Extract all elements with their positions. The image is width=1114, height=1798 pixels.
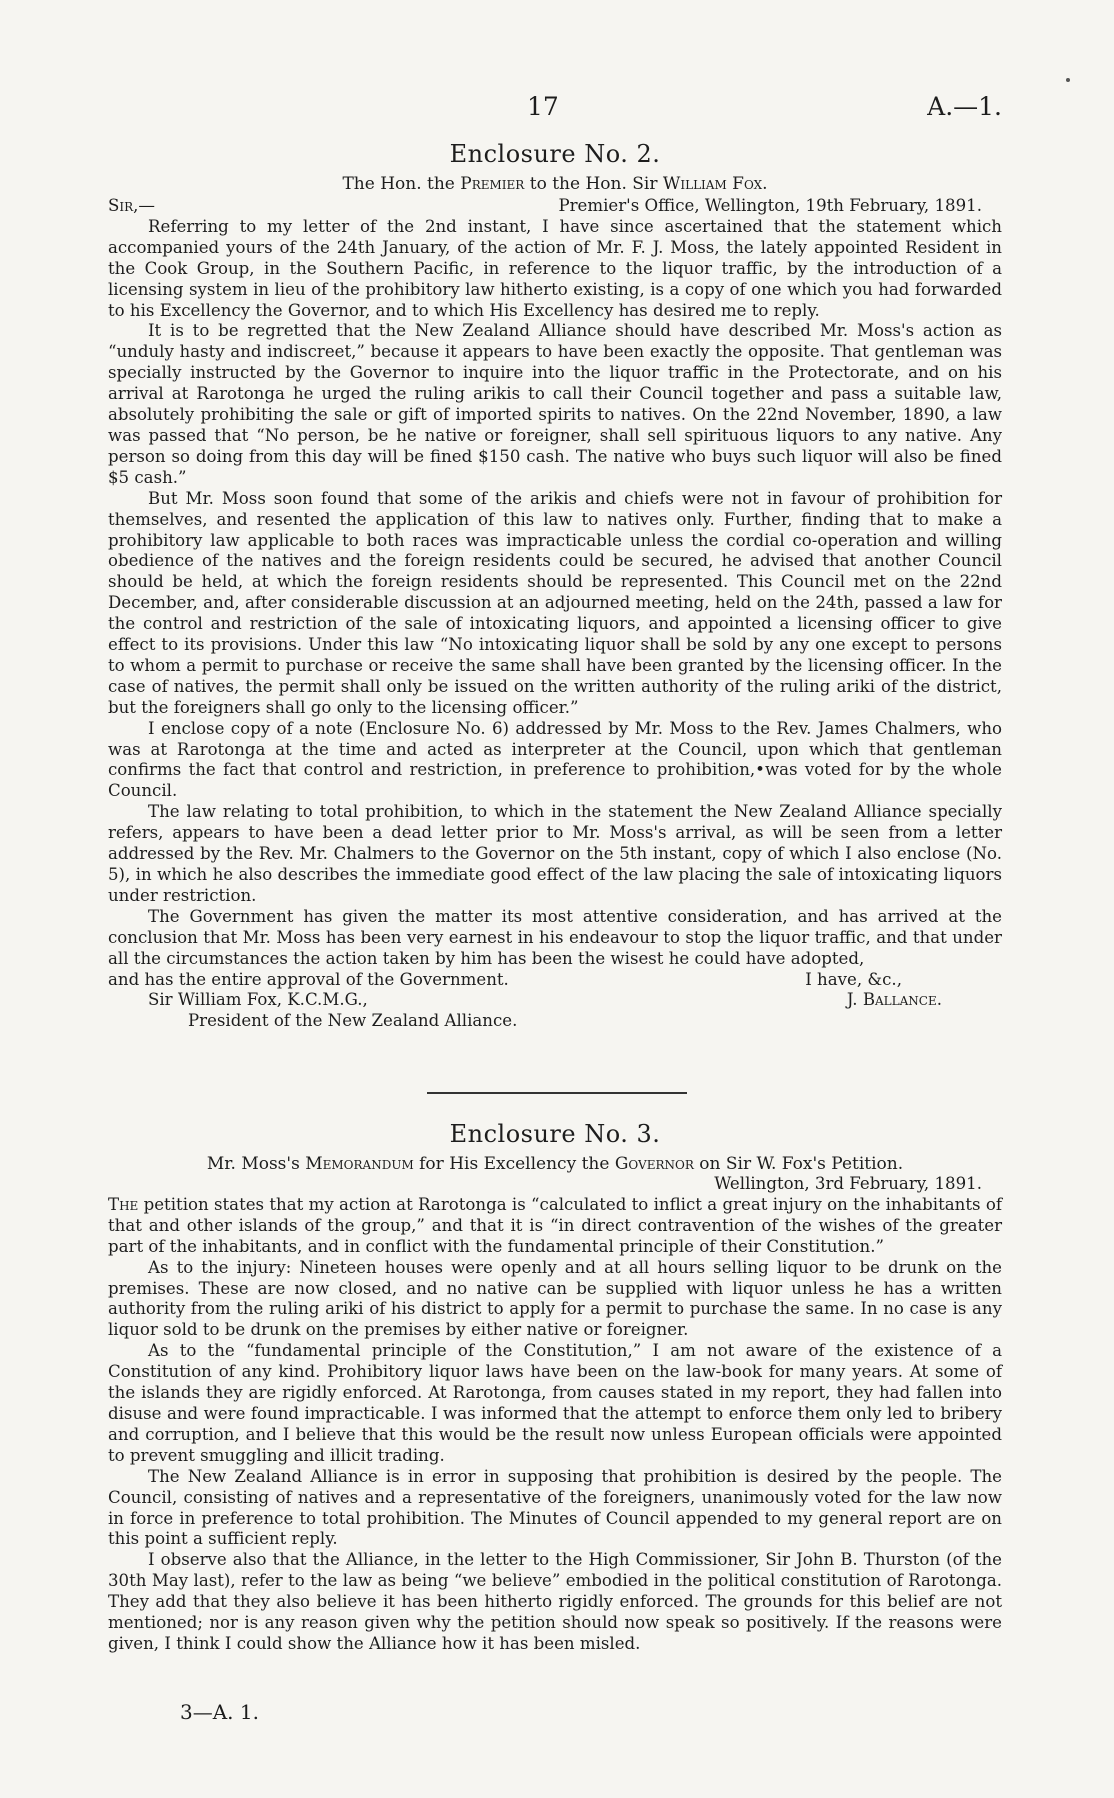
lead-word: The — [108, 1194, 139, 1214]
paragraph — [108, 1195, 1002, 1258]
paragraph: As to the injury: Nineteen houses were openly and at all hours selling liquor to be drunk on the premises. These are now closed, and no native can be supplied with liquor unless he has a written authority from the ruling ariki of his district to apply for a permit to purchase the same. In no case is any liquor sold to be drunk on the premises by either native or foreigner. — [108, 1257, 1002, 1340]
paragraph: I observe also that the Alliance, in the letter to the High Commissioner, Sir John B. Thurston (of the 30th May last), refer to the law as being “we believe” embodied in the political constitution of Rarotonga. They add that they also believe it has been hitherto rigidly enforced. The grounds for this belief are not mentioned; nor is any reason given why the petition should now speak so positively. If the reasons were given, I think I could show the Alliance how it has been misled. — [108, 1550, 1002, 1653]
salutation: Sir,— — [108, 196, 156, 215]
paragraph: As to the “fundamental principle of the Constitution,” I am not aware of the existence of a Constitution of any kind. Prohibitory liquor laws have been on the law-book for many years. At some of the islands they are rigidly enforced. At Rarotonga, from causes stated in my report, they had fallen into disuse and were found impracticable. I was informed that the attempt to enforce them only led to bribery and corruption, and I believe that this would be the result now unless European officials were appointed to prevent smuggling and illicit trading. — [108, 1341, 1002, 1465]
last-line: and has the entire approval of the Government. — [108, 969, 509, 989]
section-divider — [427, 1092, 687, 1094]
paragraph: The New Zealand Alliance is in error in supposing that prohibition is desired by the people. The Council, consisting of natives and a representative of the foreigners, unanimously voted for the law now in force in preference to total prohibition. The Minutes of Council appended to my general report are on this point a sufficient reply. — [108, 1466, 1002, 1549]
subtitle-part: . — [762, 174, 768, 194]
paragraph: But Mr. Moss soon found that some of the arikis and chiefs were not in favour of prohibition for themselves, and resented the application of this law to natives only. Further, finding that to make a prohibitory law applicable to both races was impracticable unless the cordial co-operation and willing obedience of the natives and the foreign residents could be secured, he advised that another Council should be held, at which the foreign residents should be represented. This Council met on the 22nd December, and, after considerable discussion at an adjourned meeting, held on the 24th, passed a law for the control and restriction of the sale of intoxicating liquors, and appointed a licensing officer to give effect to its provisions. Under this law “No intoxicating liquor shall be sold by any one except to persons to whom a permit to purchase or receive the same shall have been granted by the licensing officer. In the case of natives, the permit shall only be issued on the written authority of the ruling ariki of the district, but the foreigners shall go only to the licensing officer.” — [108, 488, 1002, 717]
subtitle-part: for His Excellency the — [413, 1154, 615, 1174]
addressee-title: President of the New Zealand Alliance. — [188, 1011, 518, 1031]
signature-row — [108, 990, 1002, 1011]
ink-speck — [1066, 78, 1070, 82]
paragraph: The law relating to total prohibition, to which in the statement the New Zealand Alliance specially refers, appears to have been a dead letter prior to Mr. Moss's arrival, as will be seen from a letter addressed by the Rev. Mr. Chalmers to the Governor on the 5th instant, copy of which I also enclose (No. 5), in which he also describes the immediate good effect of the law placing the sale of intoxicating liquors under restriction. — [108, 802, 1002, 905]
subtitle-part: The Hon. the — [342, 174, 461, 194]
page-number: 17 — [527, 92, 559, 121]
addressee: Sir William Fox, K.C.M.G., — [148, 990, 368, 1010]
enclosure-3 — [108, 1120, 1002, 1655]
paragraph: I enclose copy of a note (Enclosure No. 6) addressed by Mr. Moss to the Rev. James Chalmers, who was at Rarotonga at the time and acted as interpreter at the Council, upon which that gentleman confirms the fact that control and restriction, in preference to prohibition,•was voted for by the whole Council. — [108, 718, 1002, 801]
paragraph-text: petition states that my action at Rarotonga is “calculated to inflict a great injury on the inhabitants of that and other islands of the group,” and that it is “in direct contravention of the wishes of the greater part of the inhabitants, and in conflict with the fundamental principle of their Constitution.” — [108, 1194, 1002, 1256]
paragraph: Referring to my letter of the 2nd instant, I have since ascertained that the statement which accompanied yours of the 24th January, of the action of Mr. F. J. Moss, the lately appointed Resident in the Cook Group, in the Southern Pacific, in reference to the liquor traffic, by the introduction of a licensing system in lieu of the prohibitory law hitherto existing, is a copy of one which you had forwarded to his Excellency the Governor, and to which His Excellency has desired me to reply. — [108, 216, 1002, 320]
closing-row — [108, 970, 1002, 991]
subtitle-part: Memorandum — [305, 1154, 414, 1174]
closing: I have, &c., — [805, 969, 902, 989]
subtitle-part: on Sir W. Fox's Petition. — [693, 1154, 904, 1174]
document-reference: A.—1. — [927, 92, 1002, 121]
enclosure-3-subtitle — [108, 1154, 1002, 1174]
paragraph: The Government has given the matter its most attentive consideration, and has arrived at the conclusion that Mr. Moss has been very earnest in his endeavour to stop the liquor traffic, and that under all the circumstances the action taken by him has been the wisest he could have adopted, — [108, 906, 1002, 968]
signature-mark: 3—A. 1. — [180, 1700, 259, 1724]
subtitle-part: Premier — [460, 174, 525, 194]
enclosure-2-subtitle — [108, 174, 1002, 194]
subtitle-part: to the Hon. Sir — [524, 174, 663, 194]
salutation-row — [108, 196, 1002, 217]
addressee-title-row — [108, 1011, 1002, 1032]
subtitle-part: William Fox — [662, 174, 763, 194]
paragraph: It is to be regretted that the New Zealand Alliance should have described Mr. Moss's action as “unduly hasty and indiscreet,” because it appears to have been exactly the opposite. That gentleman was specially instructed by the Governor to inquire into the liquor traffic in the Protectorate, and on his arrival at Rarotonga he urged the ruling arikis to call their Council together and pass a suitable law, absolutely prohibiting the sale or gift of imported spirits to natives. On the 22nd November, 1890, a law was passed that “No person, be he native or foreigner, shall sell spirituous liquors to any native. Any person so doing from this day will be fined $150 cash. The native who buys such liquor will also be fined $5 cash.” — [108, 321, 1002, 487]
subtitle-part: Governor — [614, 1154, 694, 1174]
enclosure-2-title: Enclosure No. 2. — [449, 140, 661, 168]
dateline: Premier's Office, Wellington, 19th February, 1891. — [558, 196, 982, 215]
subtitle-part: Mr. Moss's — [206, 1154, 306, 1174]
signature: J. Ballance. — [846, 990, 942, 1010]
enclosure-3-title: Enclosure No. 3. — [449, 1120, 661, 1148]
enclosure-2 — [108, 140, 1002, 1032]
dateline: Wellington, 3rd February, 1891. — [714, 1174, 982, 1193]
